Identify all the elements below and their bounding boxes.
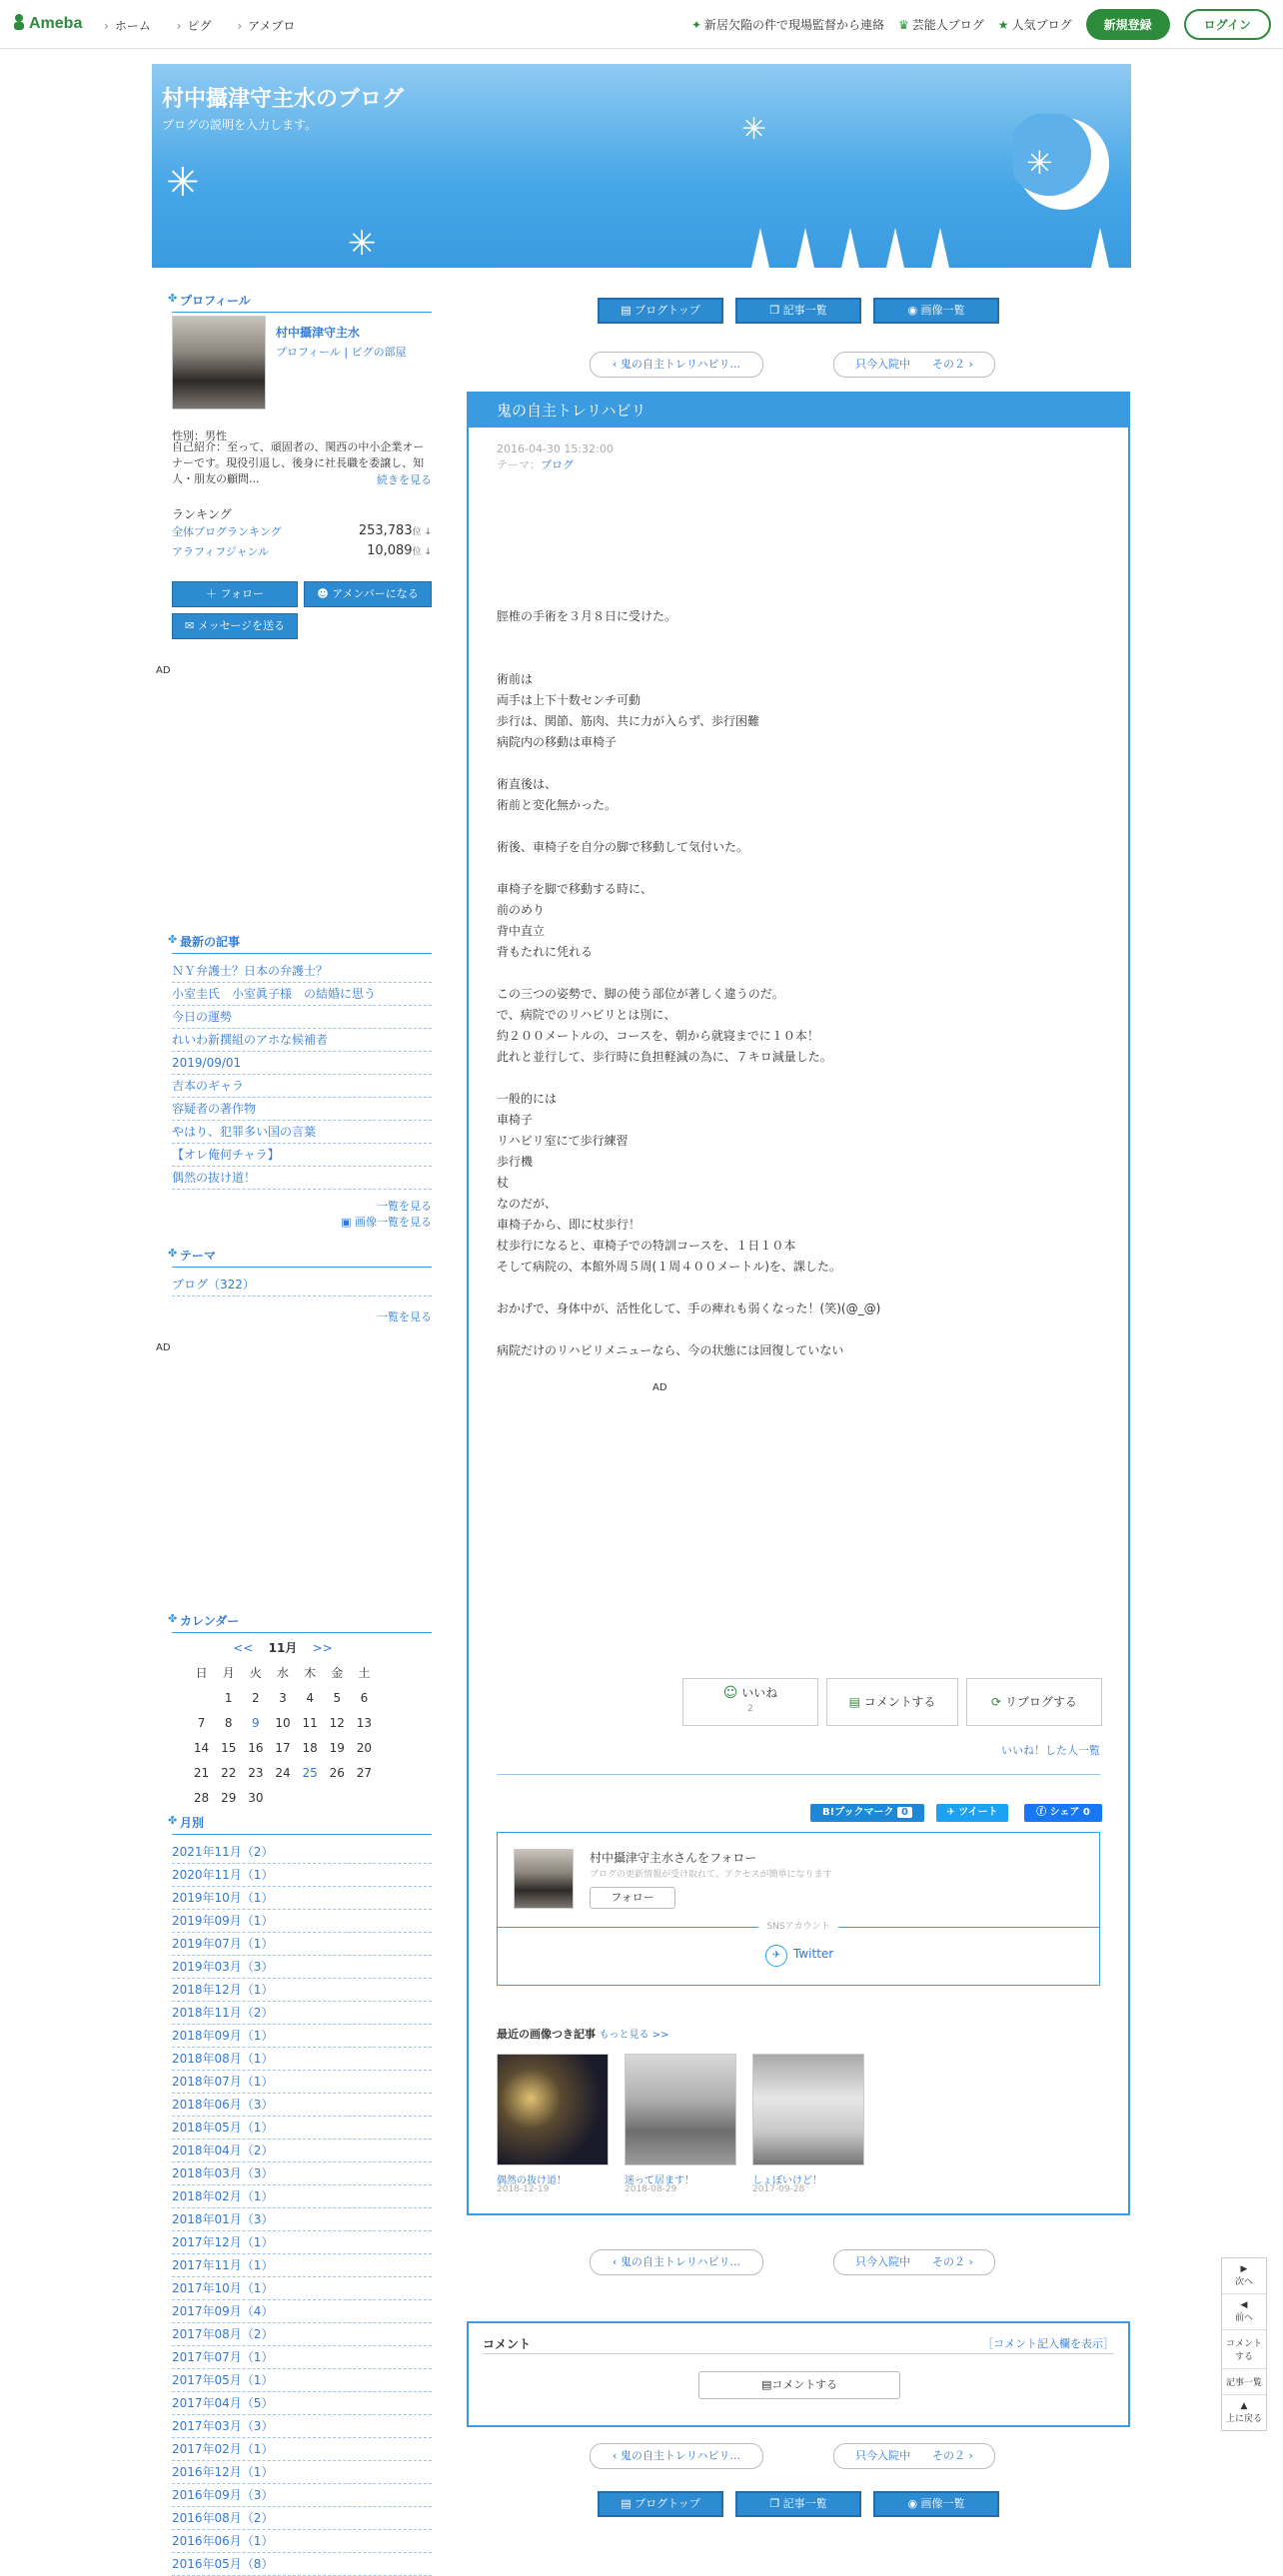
image-list-label: 画像一覧: [920, 2497, 965, 2510]
fb-share-label: シェア: [1049, 1807, 1080, 1818]
chevron-right-icon: ›: [965, 358, 973, 371]
calendar-day-link[interactable]: 25: [302, 1765, 318, 1780]
calendar-day: 7: [197, 1715, 206, 1730]
archive-item[interactable]: 2018年12月（1）: [172, 1979, 432, 2002]
recent-item[interactable]: 今日の運勢: [172, 1006, 432, 1029]
profile-name[interactable]: 村中攝津守主水: [276, 326, 361, 340]
ranking-genre-value-wrap: [367, 543, 432, 558]
top-right: [691, 8, 1271, 40]
facebook-share-button[interactable]: [1024, 1804, 1102, 1822]
top-nav: [104, 17, 317, 34]
triangle-up-icon: ▲: [1240, 2401, 1248, 2411]
reblog-button[interactable]: [966, 1678, 1102, 1726]
comment-icon: ▤: [760, 2378, 772, 2391]
archive-item[interactable]: 2018年08月（1）: [172, 2048, 432, 2071]
calendar-day: 18: [302, 1740, 318, 1755]
notice-text: 新居欠陥の件で現場監督から連絡: [704, 17, 885, 32]
entry-list-label: 記事一覧: [782, 2497, 827, 2510]
archive-item[interactable]: 2019年03月（3）: [172, 1956, 432, 1979]
signup-button[interactable]: 新規登録: [1086, 9, 1170, 40]
calendar-day: 21: [193, 1765, 210, 1780]
home-icon: ▤: [621, 304, 636, 317]
prev-entry-label: 鬼の自主トレリハビリ...: [620, 358, 741, 371]
calendar-day: 8: [224, 1715, 233, 1730]
home-icon: ▤: [621, 2497, 636, 2510]
ranking-genre-value: 10,089: [367, 543, 413, 558]
follow-desc: ブログの更新情報が受け取れて、アクセスが簡単になります: [590, 1870, 832, 1880]
float-next-button[interactable]: [1222, 2258, 1266, 2294]
weekday: 月: [222, 1666, 235, 1680]
archive-item[interactable]: 2016年06月（1）: [172, 2530, 432, 2553]
chevron-left-icon: ‹: [612, 2255, 621, 2268]
thumb-title[interactable]: 偶然の抜け道！: [497, 2175, 567, 2186]
article: [467, 392, 1130, 2215]
blog-title[interactable]: 村中攝津守主水のブログ: [162, 86, 405, 111]
sns-label-text: SNSアカウント: [758, 1922, 837, 1932]
calendar-day-link[interactable]: 9: [252, 1715, 260, 1730]
twitter-link[interactable]: [765, 1945, 833, 1967]
article-theme-row: [497, 457, 614, 473]
amember-button[interactable]: [304, 581, 432, 607]
ranking-overall-link[interactable]: 全体ブログランキング: [172, 525, 282, 538]
archive-item[interactable]: 2017年02月（1）: [172, 2438, 432, 2461]
snowflake-icon: ✳: [1026, 144, 1053, 182]
snowflake-icon: ✳: [348, 224, 377, 264]
blog-top-button[interactable]: [598, 298, 723, 324]
theme-more-link[interactable]: 一覧を見る: [377, 1310, 432, 1323]
image-list-label: 画像一覧: [920, 304, 965, 317]
chevron-right-icon: ›: [965, 2449, 973, 2462]
archive-item[interactable]: 2017年08月（2）: [172, 2323, 432, 2346]
recent-more-link[interactable]: 一覧を見る: [377, 1200, 432, 1213]
follow-box: [497, 1832, 1100, 1986]
float-top-label: 上に戻る: [1225, 2414, 1262, 2424]
profile-more-link[interactable]: 続きを見る: [377, 473, 432, 486]
archive-item[interactable]: 2017年07月（1）: [172, 2346, 432, 2369]
like-label: いいね: [741, 1686, 778, 1700]
calendar-month: 11月: [268, 1641, 298, 1655]
calendar-day: 29: [221, 1790, 237, 1805]
recent-item[interactable]: ＮＹ弁護士？日本の弁護士？: [172, 960, 432, 983]
calendar-day: 10: [275, 1715, 291, 1730]
entry-list-label: 記事一覧: [782, 304, 827, 317]
twitter-label: Twitter: [793, 1947, 834, 1961]
archive-item[interactable]: 2019年07月（1）: [172, 1933, 432, 1956]
calendar-day: 13: [356, 1715, 373, 1730]
recent-image-more-link[interactable]: もっと見る >>: [599, 2030, 669, 2041]
float-next-label: 次へ: [1234, 2277, 1253, 2287]
smile-icon: ☺: [722, 1685, 738, 1701]
login-button[interactable]: ログイン: [1184, 9, 1271, 40]
image-list-button[interactable]: [873, 298, 999, 324]
calendar-week: [188, 1710, 378, 1735]
chevron-left-icon: ‹: [612, 358, 621, 371]
triangle-right-icon: ▶: [1240, 2264, 1248, 2274]
tree-icon: [931, 228, 949, 268]
ranking-row-genre: [172, 543, 432, 559]
calendar-day: 15: [221, 1740, 237, 1755]
hatena-label: B!ブックマーク: [822, 1807, 894, 1818]
list-icon: ❐: [769, 304, 783, 317]
calendar-day: [297, 1785, 324, 1810]
floating-nav: [1221, 2257, 1267, 2431]
thumb-date: 2018-12-19: [497, 2184, 550, 2194]
image-list-text: 画像一覧を見る: [355, 1216, 432, 1229]
archive-item[interactable]: 2018年02月（1）: [172, 2185, 432, 2208]
calendar-day: 2: [252, 1690, 260, 1705]
message-button[interactable]: [172, 613, 298, 639]
article-body: 脛椎の手術を３月８日に受けた。 術前は 両手は上下十数センチ可動 歩行は、関節、筋肉、共に力が入らず、歩行困難 病院内の移動は車椅子 術直後は、 術前と変化無かった。 術後、車椅子を自分の脚で移動して気付いた。 車椅子を脚で移動する時に、 前のめり 背中直立 背もたれに凭れる この三つの姿勢で、脚の使う部位が著しく違うのだ。 で、病院でのリハビリとは別に、 約２００メートルの、コースを、朝から就寝までに１０本！ 此れと並行して、歩行時に負担軽減の為に、７キロ減量した。 一般的には 車椅子 リハビリ室にて歩行練習 歩行機 杖 なのだが、 車椅子から、即に杖歩行！ 杖歩行になると、車椅子での特訓コースを、１日１０本 そして病院の、本館外周５周(１周４００メートル)を、課した。 おかげで、身体中が、活性化して、手の痺れも弱くなった！(笑)(@_@) 病院だけのリハビリメニューなら、今の状態には回復していない: [497, 609, 881, 1357]
amember-icon: ☻: [317, 587, 333, 600]
pager-middle: [590, 2249, 999, 2275]
ad-label: AD: [156, 665, 171, 676]
calendar-nav: [172, 1639, 394, 1656]
calendar-day: 24: [275, 1765, 291, 1780]
prev-entry-button[interactable]: [590, 352, 763, 378]
calendar-day: 22: [221, 1765, 237, 1780]
nav-home[interactable]: › ホーム: [104, 19, 151, 33]
calendar-week: [188, 1735, 378, 1760]
prev-entry-label: 鬼の自主トレリハビリ...: [620, 2255, 741, 2268]
ranking-overall-value-wrap: [359, 523, 432, 538]
weekday: 木: [304, 1666, 317, 1680]
next-entry-button[interactable]: [833, 352, 995, 378]
image-list-link[interactable]: [172, 1214, 432, 1230]
article-theme-link[interactable]: ブログ: [541, 458, 574, 471]
ranking-row-overall: [172, 523, 432, 539]
archive-item[interactable]: 2021年11月（2）: [172, 1841, 432, 1864]
popular-blog-link[interactable]: [998, 16, 1072, 33]
calendar-day: 19: [329, 1740, 345, 1755]
recent-item[interactable]: 【オレ俺何チャラ】: [172, 1144, 432, 1167]
archive-item[interactable]: 2017年03月（3）: [172, 2415, 432, 2438]
camera-icon: ◉: [907, 2497, 921, 2510]
entry-list-button[interactable]: [735, 2491, 861, 2517]
recent-heading: ✤ 最新の記事: [172, 933, 432, 954]
mail-icon: ✉: [184, 619, 198, 632]
archive-item[interactable]: 2016年08月（2）: [172, 2507, 432, 2530]
calendar-day: 3: [279, 1690, 287, 1705]
recent-item[interactable]: 容疑者の著作物: [172, 1098, 432, 1121]
calendar-day: 16: [248, 1740, 264, 1755]
camera-icon: ◉: [907, 304, 921, 317]
tweet-label: ツイート: [958, 1807, 998, 1818]
weekday: 火: [249, 1666, 262, 1680]
like-button[interactable]: [682, 1678, 818, 1726]
nav-pigg[interactable]: › ピグ: [177, 19, 212, 33]
calendar-day: 5: [333, 1690, 342, 1705]
calendar-day: 28: [193, 1790, 210, 1805]
ameba-logo-icon: [12, 13, 26, 31]
calendar-day: 17: [275, 1740, 291, 1755]
calendar-week: [188, 1760, 378, 1785]
follow-box-button[interactable]: フォロー: [590, 1887, 675, 1909]
weekday: 金: [331, 1666, 344, 1680]
calendar-day: 6: [360, 1690, 369, 1705]
archive-item[interactable]: 2017年05月（1）: [172, 2369, 432, 2392]
blog-top-label: ブログトップ: [635, 2497, 700, 2510]
hatena-count: 0: [897, 1807, 912, 1818]
archive-item[interactable]: 2018年09月（1）: [172, 2025, 432, 2048]
celebrity-blog-text: 芸能人ブログ: [911, 17, 984, 32]
follow-title: 村中攝津守主水さんをフォロー: [590, 1851, 757, 1865]
ranking-label: ランキング: [172, 507, 232, 521]
tree-icon: [751, 228, 769, 268]
thumb-image[interactable]: [752, 2054, 864, 2165]
recent-image-label-row: [497, 2026, 668, 2042]
sparkle-icon: ✦: [690, 17, 701, 32]
ameba-logo[interactable]: [12, 13, 82, 33]
calendar-heading: ✤ カレンダー: [172, 1612, 432, 1633]
hatena-bookmark-button[interactable]: [810, 1804, 924, 1822]
triangle-left-icon: ◀: [1240, 2300, 1248, 2310]
theme-heading: ✤ テーマ: [172, 1247, 432, 1268]
blog-nav-bottom: [598, 2491, 999, 2517]
profile-section: [172, 292, 432, 632]
recent-item[interactable]: 小室圭氏 小室眞子様 の結婚に思う: [172, 983, 432, 1006]
popular-blog-text: 人気ブログ: [1011, 17, 1072, 32]
recent-image-label: 最近の画像つき記事: [497, 2028, 596, 2041]
comment-button[interactable]: [826, 1678, 958, 1726]
pager-bottom: [590, 2443, 999, 2469]
profile-intro: 自己紹介：至って、頑固者の、関西の中小企業オーナーです。現役引退し、後身に社長職を委譲し、知人・朋友の顧問...: [172, 440, 425, 485]
recent-posts-section: [172, 933, 432, 1230]
blog-top-label: ブログトップ: [635, 304, 700, 317]
calendar-day: 23: [248, 1765, 264, 1780]
archive-item[interactable]: 2016年12月（1）: [172, 2461, 432, 2484]
crown-icon: ♛: [898, 17, 909, 32]
comment-section: [467, 2321, 1130, 2427]
next-entry-button[interactable]: [833, 2443, 995, 2469]
image-icon: ▣: [341, 1216, 355, 1229]
archive-item[interactable]: 2018年03月（3）: [172, 2162, 432, 2185]
chevron-left-icon: ‹: [612, 2449, 621, 2462]
archive-item[interactable]: 2017年11月（1）: [172, 2254, 432, 2277]
calendar-next[interactable]: >>: [312, 1641, 333, 1655]
ranking-genre-link[interactable]: アラフィフジャンル: [172, 545, 270, 558]
float-prev-button[interactable]: [1222, 2294, 1266, 2330]
blog-header: [152, 64, 1131, 268]
thumb-title[interactable]: 迷って居ます！: [625, 2175, 694, 2186]
calendar-weekdays: [188, 1660, 378, 1685]
prev-entry-button[interactable]: [590, 2249, 763, 2275]
recent-item[interactable]: やはり、犯罪多い国の言葉: [172, 1121, 432, 1144]
comment-heading: コメント: [483, 2337, 532, 2351]
article-meta: [497, 441, 614, 473]
profile-link[interactable]: プロフィール: [276, 346, 341, 359]
notice-link[interactable]: [691, 16, 884, 33]
calendar-section: [172, 1612, 432, 1810]
archive-item[interactable]: 2018年01月（3）: [172, 2208, 432, 2231]
top-bar: [0, 0, 1283, 49]
recent-item[interactable]: 偶然の抜け道！: [172, 1167, 432, 1190]
nav-ameblo[interactable]: › アメブロ: [237, 19, 295, 33]
ad-label: AD: [156, 1342, 171, 1353]
archive-item[interactable]: 2018年11月（2）: [172, 2002, 432, 2025]
reblog-label: リブログする: [1004, 1695, 1077, 1709]
facebook-icon: ⓕ: [1036, 1807, 1050, 1818]
weekday: 日: [195, 1666, 208, 1680]
calendar-day: 11: [302, 1715, 318, 1730]
recent-item[interactable]: 2019/09/01: [172, 1052, 432, 1075]
next-entry-label: 只今入院中 その２: [855, 2449, 966, 2462]
calendar-prev[interactable]: <<: [233, 1641, 254, 1655]
archive-item[interactable]: 2018年06月（3）: [172, 2094, 432, 2117]
celebrity-blog-link[interactable]: [898, 16, 984, 33]
plus-icon: ＋: [206, 587, 221, 600]
snowflake-icon: ✳: [166, 160, 200, 206]
tree-icon: [841, 228, 859, 268]
like-count: 2: [747, 1704, 753, 1714]
archive-item[interactable]: 2017年12月（1）: [172, 2231, 432, 2254]
archive-item[interactable]: 2018年04月（2）: [172, 2140, 432, 2162]
prev-entry-label: 鬼の自主トレリハビリ...: [620, 2449, 741, 2462]
twitter-bird-icon: ✈: [946, 1807, 959, 1818]
calendar-day: 27: [356, 1765, 373, 1780]
profile-heading: ✤ プロフィール: [172, 292, 432, 313]
calendar-day: 14: [193, 1740, 210, 1755]
archive-item[interactable]: 2017年10月（1）: [172, 2277, 432, 2300]
calendar-day: 4: [306, 1690, 314, 1705]
weekday: 土: [358, 1666, 371, 1680]
write-comment-label: コメントする: [771, 2378, 838, 2391]
prev-entry-button[interactable]: [590, 2443, 763, 2469]
ranking-overall-value: 253,783: [358, 523, 413, 538]
next-entry-label: 只今入院中 その２: [855, 358, 966, 371]
profile-gender: 性別：男性: [172, 429, 227, 442]
calendar-day: [188, 1685, 215, 1710]
archive-item[interactable]: 2016年09月（3）: [172, 2484, 432, 2507]
write-comment-button[interactable]: [698, 2371, 900, 2399]
rank-unit: 位 ↓: [412, 527, 432, 537]
calendar-day: 20: [356, 1740, 373, 1755]
liked-users-link[interactable]: いいね！した人一覧: [1001, 1744, 1100, 1757]
star-icon: ★: [997, 17, 1009, 32]
follow-avatar: [514, 1849, 574, 1909]
image-list-button[interactable]: [873, 2491, 999, 2517]
show-comment-form-link[interactable]: ［コメント記入欄を表示］: [982, 2337, 1114, 2350]
archive-item[interactable]: 2019年10月（1）: [172, 1887, 432, 1910]
snowflake-icon: ✳: [741, 112, 767, 147]
theme-label: テーマ：: [497, 458, 541, 471]
calendar-day: [324, 1785, 351, 1810]
float-list-button[interactable]: 記事一覧: [1222, 2369, 1266, 2395]
archive-item[interactable]: 2020年11月（1）: [172, 1864, 432, 1887]
pigg-room-link[interactable]: ピグの部屋: [351, 346, 407, 359]
theme-section: [172, 1247, 432, 1324]
calendar-day: [269, 1785, 296, 1810]
calendar-day: 26: [329, 1765, 345, 1780]
profile-sublinks: プロフィール | ピグの部屋: [276, 346, 407, 359]
recent-item[interactable]: れいわ新撰組のアホな候補者: [172, 1029, 432, 1052]
thumb-date: 2017-09-28: [752, 2184, 805, 2194]
comment-heading-divider: [483, 2353, 1114, 2354]
fb-count: 0: [1082, 1807, 1090, 1818]
next-entry-label: 只今入院中 その２: [855, 2255, 966, 2268]
profile-avatar[interactable]: [172, 316, 266, 410]
tweet-button[interactable]: [936, 1804, 1008, 1822]
article-title[interactable]: 鬼の自主トレリハビリ: [469, 394, 1128, 428]
pager-top: [590, 352, 999, 378]
entry-list-button[interactable]: [735, 298, 861, 324]
calendar-day: 1: [224, 1690, 233, 1705]
divider: [497, 1774, 1100, 1775]
thumb-image[interactable]: [625, 2054, 736, 2165]
recent-item[interactable]: 吉本のギャラ: [172, 1075, 432, 1098]
tree-icon: [1091, 228, 1109, 268]
calendar-day: 30: [248, 1790, 264, 1805]
weekday: 水: [276, 1666, 289, 1680]
blog-description: ブログの説明を入力します。: [162, 118, 318, 132]
archive-item[interactable]: 2018年07月（1）: [172, 2071, 432, 2094]
comment-icon: ▤: [848, 1695, 864, 1709]
rank-unit: 位 ↓: [412, 547, 432, 557]
blog-top-button[interactable]: [598, 2491, 723, 2517]
calendar-week: [188, 1685, 378, 1710]
archive-section: [172, 1814, 432, 2576]
chevron-right-icon: ›: [965, 2255, 973, 2268]
calendar-table: [188, 1660, 378, 1810]
theme-item[interactable]: ブログ（322）: [172, 1274, 432, 1296]
archive-item[interactable]: 2018年05月（1）: [172, 2117, 432, 2140]
blog-nav-top: [598, 298, 999, 324]
thumb-image[interactable]: [497, 2054, 609, 2165]
float-comment-button[interactable]: コメントする: [1222, 2330, 1266, 2369]
archive-list: [172, 1841, 432, 2576]
follow-button-label: フォロー: [220, 587, 264, 600]
reblog-icon: ⟳: [991, 1695, 1005, 1709]
message-button-label: メッセージを送る: [197, 619, 286, 632]
archive-item[interactable]: 2016年05月（8）: [172, 2553, 432, 2576]
thumb-title[interactable]: しょぼいけど！: [752, 2175, 822, 2186]
twitter-icon: ✈: [765, 1945, 787, 1967]
tree-icon: [886, 228, 904, 268]
comment-label: コメントする: [863, 1695, 936, 1709]
archive-item[interactable]: 2019年09月（1）: [172, 1910, 432, 1933]
logo-text: Ameba: [29, 15, 83, 32]
next-entry-button[interactable]: [833, 2249, 995, 2275]
thumb-date: 2018-08-29: [625, 2184, 677, 2194]
list-icon: ❐: [769, 2497, 783, 2510]
calendar-day: 12: [329, 1715, 345, 1730]
float-top-button[interactable]: [1222, 2395, 1266, 2430]
amember-button-label: アメンバーになる: [332, 587, 419, 600]
archive-item[interactable]: 2017年04月（5）: [172, 2392, 432, 2415]
sns-label: [498, 1919, 1099, 1932]
archive-item[interactable]: 2017年09月（4）: [172, 2300, 432, 2323]
follow-button[interactable]: [172, 581, 298, 607]
ad-label: AD: [652, 1382, 667, 1393]
float-prev-label: 前へ: [1234, 2313, 1253, 2323]
article-date: 2016-04-30 15:32:00: [497, 442, 614, 455]
tree-icon: [796, 228, 814, 268]
calendar-day: [351, 1785, 378, 1810]
archive-heading: ✤ 月別: [172, 1814, 432, 1835]
calendar-week: [188, 1785, 378, 1810]
